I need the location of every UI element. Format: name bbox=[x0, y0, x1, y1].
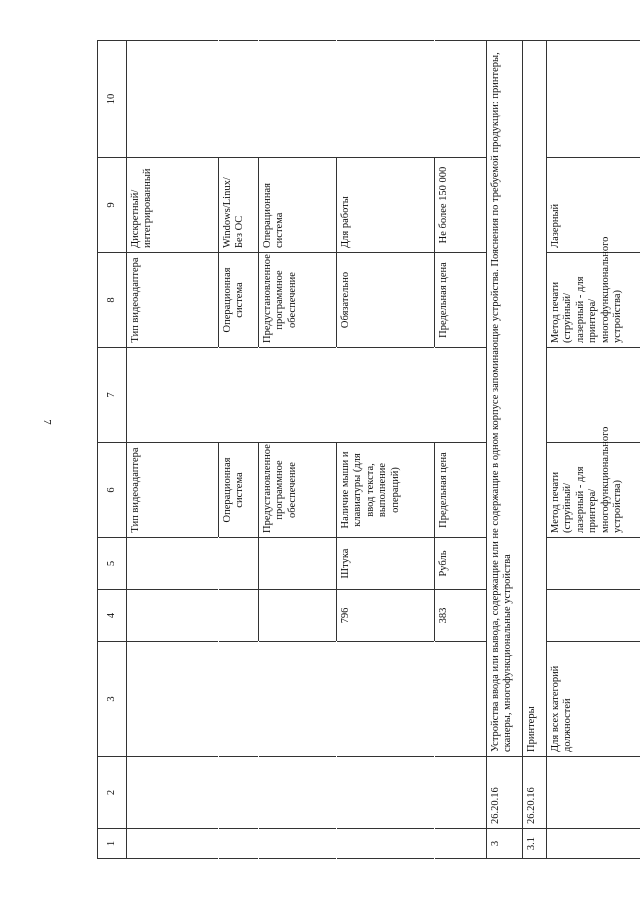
table-cell: Лазерный bbox=[547, 158, 640, 253]
table-cell: 383 bbox=[435, 590, 487, 642]
table-cell: Операционная система bbox=[259, 158, 337, 253]
table-cell bbox=[337, 41, 435, 158]
okpd-code: 26.20.16 bbox=[523, 757, 547, 829]
table-cell: Метод печати (струйный/лазерный - для принтера/многофункционального устройства) bbox=[547, 253, 640, 348]
header-row bbox=[98, 41, 127, 859]
header-cell: 7 bbox=[98, 348, 127, 443]
section-description: Принтеры bbox=[523, 41, 547, 757]
okpd-code: 26.20.16 bbox=[487, 757, 523, 829]
table-cell bbox=[435, 348, 487, 443]
table-cell bbox=[337, 348, 435, 443]
header-cell: 9 bbox=[98, 158, 127, 253]
header-cell: 2 bbox=[98, 757, 127, 829]
table-cell bbox=[219, 538, 259, 590]
table-cell bbox=[337, 642, 435, 757]
table-cell bbox=[127, 41, 219, 158]
table-cell bbox=[337, 829, 435, 859]
table-cell bbox=[259, 757, 337, 829]
table-cell bbox=[259, 829, 337, 859]
table-cell bbox=[259, 590, 337, 642]
table-row bbox=[259, 41, 337, 859]
table-cell bbox=[435, 829, 487, 859]
table-cell bbox=[127, 348, 219, 443]
table-cell: Windows/Linux/ Без ОС bbox=[219, 158, 259, 253]
table-cell bbox=[219, 41, 259, 158]
section-number: 3 bbox=[487, 829, 523, 859]
table-cell bbox=[219, 590, 259, 642]
table-cell: Рубль bbox=[435, 538, 487, 590]
table-cell: Предельная цена bbox=[435, 253, 487, 348]
table-cell: Для работы bbox=[337, 158, 435, 253]
rotated-table-container bbox=[97, 41, 623, 859]
table-cell: Тип видеоадаптера bbox=[127, 443, 219, 538]
table-cell bbox=[547, 538, 640, 590]
table-cell bbox=[547, 348, 640, 443]
table-cell bbox=[259, 348, 337, 443]
table-cell bbox=[547, 757, 640, 829]
table-cell: Метод печати (струйный/лазерный - для принтера/многофункционального устройства) bbox=[547, 443, 640, 538]
table-cell bbox=[219, 348, 259, 443]
table-cell bbox=[435, 757, 487, 829]
table-row bbox=[547, 41, 640, 859]
table-cell bbox=[547, 829, 640, 859]
table-cell bbox=[219, 642, 259, 757]
table-cell bbox=[259, 41, 337, 158]
table-cell bbox=[219, 829, 259, 859]
header-cell: 6 bbox=[98, 443, 127, 538]
table-cell: 796 bbox=[337, 590, 435, 642]
table-cell bbox=[127, 590, 219, 642]
table-cell: Операционная система bbox=[219, 253, 259, 348]
table-cell: Предустановленное программное обеспечение bbox=[259, 253, 337, 348]
table-cell bbox=[547, 41, 640, 158]
table-cell bbox=[435, 642, 487, 757]
table-cell: Наличие мыши и клавиатуры (для ввод текста, выполнение операций) bbox=[337, 443, 435, 538]
table-cell bbox=[127, 642, 219, 757]
table-cell: Операционная система bbox=[219, 443, 259, 538]
table-cell bbox=[219, 757, 259, 829]
section-number: 3.1 bbox=[523, 829, 547, 859]
table-cell: Не более 150 000 bbox=[435, 158, 487, 253]
table-cell bbox=[547, 590, 640, 642]
table-cell: Предустановленное программное обеспечение bbox=[259, 443, 337, 538]
table-cell bbox=[435, 41, 487, 158]
table-cell: Дискретный/интегрированный bbox=[127, 158, 219, 253]
table-cell bbox=[337, 757, 435, 829]
table-row bbox=[337, 41, 435, 859]
header-cell: 1 bbox=[98, 829, 127, 859]
table-row bbox=[487, 41, 523, 859]
header-cell: 5 bbox=[98, 538, 127, 590]
requirements-table bbox=[97, 40, 640, 859]
header-cell: 10 bbox=[98, 41, 127, 158]
table-cell bbox=[127, 757, 219, 829]
table-row bbox=[127, 41, 219, 859]
header-cell: 4 bbox=[98, 590, 127, 642]
table-cell: Предельная цена bbox=[435, 443, 487, 538]
section-description: Устройства ввода или вывода, содержащие или не содержащие в одном корпусе запоминающие устройства. Пояснения по требуемой продукции: принтеры, сканеры, многофункциональные устройства bbox=[487, 41, 523, 757]
table-cell: Штука bbox=[337, 538, 435, 590]
table-cell bbox=[127, 538, 219, 590]
table-cell bbox=[259, 538, 337, 590]
table-row bbox=[435, 41, 487, 859]
header-cell: 8 bbox=[98, 253, 127, 348]
page-number: 7 bbox=[40, 419, 53, 425]
table-cell bbox=[127, 829, 219, 859]
table-row bbox=[219, 41, 259, 859]
table-row bbox=[523, 41, 547, 859]
table-cell: Тип видеоадаптера bbox=[127, 253, 219, 348]
table-cell: Для всех категорий должностей bbox=[547, 642, 640, 757]
table-cell: Обязательно bbox=[337, 253, 435, 348]
table-cell bbox=[259, 642, 337, 757]
header-cell: 3 bbox=[98, 642, 127, 757]
